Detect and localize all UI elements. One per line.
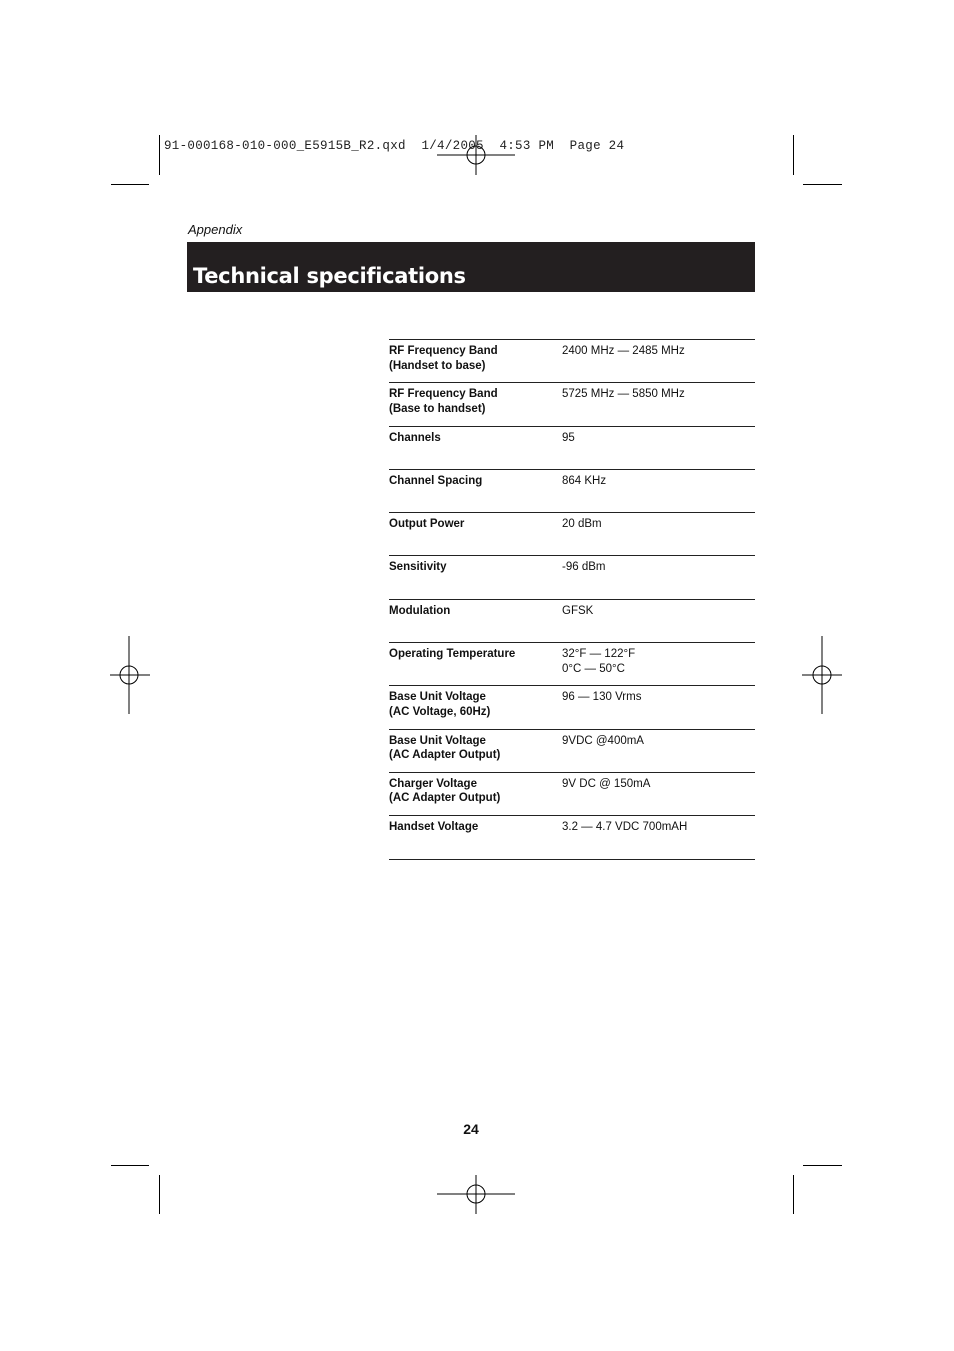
spec-label: RF Frequency Band (Base to handset) (389, 388, 498, 415)
crop-mark-top-left-vertical (159, 135, 160, 175)
spec-value: 96 — 130 Vrms (562, 691, 642, 704)
crop-mark-top-right-horizontal (803, 184, 842, 185)
title-bar (187, 242, 755, 292)
spec-row (389, 643, 755, 686)
spec-row (389, 470, 755, 513)
spec-row (389, 383, 755, 426)
spec-value: 20 dBm (562, 518, 602, 531)
spec-label: Channel Spacing (389, 474, 483, 487)
spec-label: Base Unit Voltage (AC Adapter Output) (389, 734, 501, 762)
crop-mark-bottom-left-horizontal (111, 1165, 149, 1166)
page-number: 24 (463, 1121, 479, 1137)
spec-value: GFSK (562, 604, 594, 617)
spec-value: 9V DC @ 150mA (562, 777, 651, 790)
spec-row (389, 816, 755, 859)
spec-value: 9VDC @400mA (562, 734, 644, 747)
spec-row (389, 730, 755, 773)
spec-row (389, 600, 755, 643)
registration-mark-top-icon (437, 135, 515, 175)
registration-mark-left-icon (110, 636, 150, 714)
crop-mark-bottom-left-vertical (159, 1175, 160, 1214)
specs-table (389, 339, 755, 860)
print-slug-line: 91-000168-010-000_E5915B_R2.qxd 1/4/2005 4:53 PM Page 24 (164, 139, 625, 153)
spec-row (389, 556, 755, 599)
spec-value: 2400 MHz — 2485 MHz (562, 345, 685, 357)
spec-label: Handset Voltage (389, 821, 479, 834)
spec-label: Operating Temperature (389, 648, 516, 661)
spec-row (389, 686, 755, 729)
spec-value: 5725 MHz — 5850 MHz (562, 388, 685, 401)
spec-label: Modulation (389, 604, 451, 617)
spec-value: -96 dBm (562, 561, 606, 574)
registration-mark-bottom-icon (437, 1175, 515, 1214)
spec-value: 3.2 — 4.7 VDC 700mAH (562, 821, 688, 834)
spec-value: 864 KHz (562, 474, 607, 487)
spec-label: Sensitivity (389, 561, 447, 574)
section-label: Appendix (188, 222, 243, 237)
spec-value: 95 (562, 431, 575, 444)
crop-mark-top-left-horizontal (111, 184, 149, 185)
spec-label: RF Frequency Band (Handset to base) (389, 345, 498, 372)
registration-mark-right-icon (802, 636, 842, 714)
spec-label: Channels (389, 431, 441, 444)
spec-label: Base Unit Voltage (AC Voltage, 60Hz) (389, 691, 491, 718)
crop-mark-top-right-vertical (793, 135, 794, 175)
crop-mark-bottom-right-vertical (793, 1175, 794, 1214)
spec-row (389, 773, 755, 816)
crop-mark-bottom-right-horizontal (803, 1165, 842, 1166)
page-title: Technical specifications (193, 264, 466, 288)
spec-row (389, 340, 755, 383)
spec-row (389, 513, 755, 556)
spec-label: Charger Voltage (AC Adapter Output) (389, 777, 501, 805)
spec-value: 32°F — 122°F 0°C — 50°C (562, 648, 636, 675)
spec-label: Output Power (389, 518, 465, 531)
spec-row (389, 427, 755, 470)
